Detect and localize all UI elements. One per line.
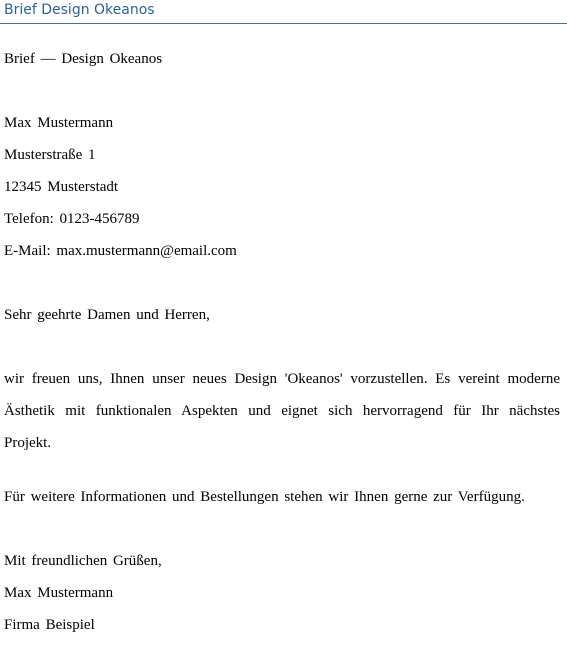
spacer (4, 80, 560, 112)
spacer (4, 518, 560, 550)
document-header (0, 0, 567, 24)
paragraph-info: Für weitere Informationen und Bestellungen stehen wir Ihnen gerne zur Verfügung. (4, 489, 525, 505)
letter-body (4, 48, 560, 646)
sender-phone: Telefon: 0123-456789 (4, 211, 140, 227)
sender-name: Max Mustermann (4, 115, 114, 131)
header-title: Brief Design Okeanos (4, 2, 155, 18)
signature-name: Max Mustermann (4, 585, 114, 601)
paragraph-intro-line-1: wir freuen uns, Ihnen unser neues Design 'Okeanos' vorzustellen. Es vereint moderne (4, 371, 560, 387)
spacer (4, 272, 560, 304)
salutation: Sehr geehrte Damen und Herren, (4, 307, 210, 323)
paragraph-intro-line-2: Ästhetik mit funktionalen Aspekten und eignet sich hervorragend für Ihr nächstes (4, 403, 560, 419)
sender-street: Musterstraße 1 (4, 147, 96, 163)
letter-subject: Brief — Design Okeanos (4, 51, 163, 67)
spacer (4, 459, 560, 486)
sender-city: 12345 Musterstadt (4, 179, 119, 195)
closing: Mit freundlichen Grüßen, (4, 553, 162, 569)
paragraph-intro-line-3: Projekt. (4, 435, 52, 451)
company-name: Firma Beispiel (4, 617, 95, 633)
sender-email: E-Mail: max.mustermann@email.com (4, 243, 237, 259)
paragraph-intro (4, 363, 560, 459)
